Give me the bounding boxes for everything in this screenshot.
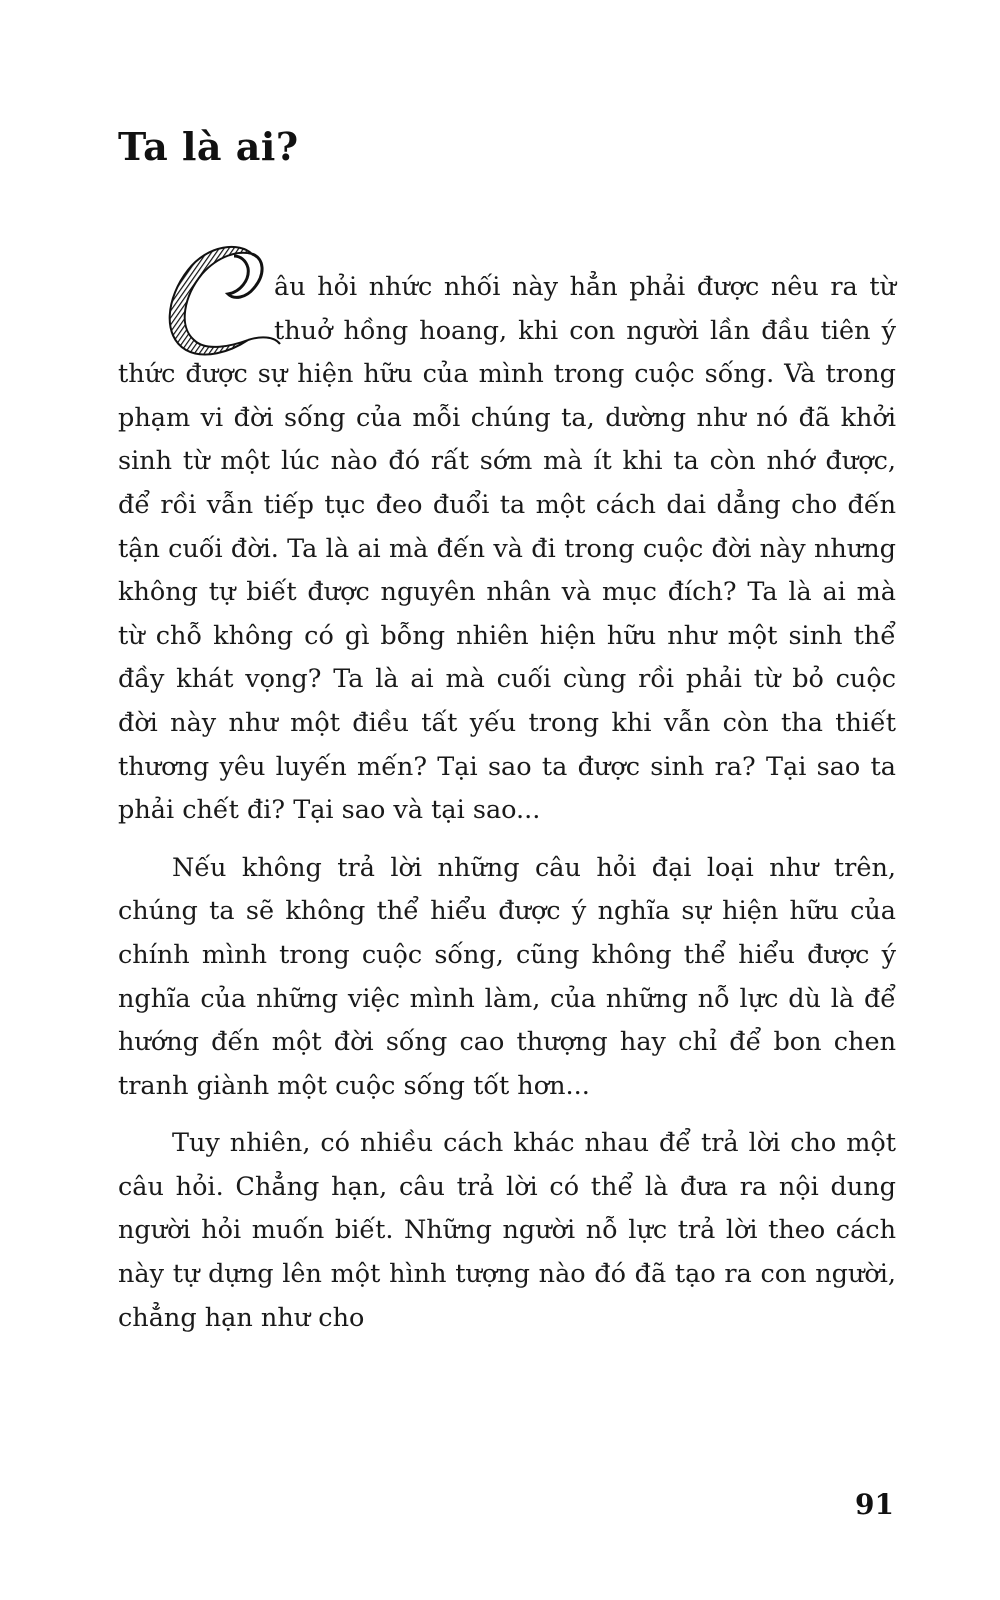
chapter-title: Ta là ai? [118,124,299,169]
paragraph-2: Nếu không trả lời những câu hỏi đại loại như trên, chúng ta sẽ không thể hiểu được ý nghĩa sự hiện hữu của chính mình trong cuộc sống, cũng không thể hiểu được ý nghĩa của những việc mình làm, của những nỗ lực dù là để hướng đến một đời sống cao thượng hay chỉ để bon chen tranh giành một cuộc sống tốt hơn... [118,852,896,1101]
page-number: 91 [855,1488,894,1521]
dropcap-c-ornament [156,240,276,364]
dropcap-letter: C [156,240,157,241]
paragraph-1 [118,240,896,833]
paragraph-3: Tuy nhiên, có nhiều cách khác nhau để trả lời cho một câu hỏi. Chẳng hạn, câu trả lời có thể là đưa ra nội dung người hỏi muốn biết. Những người nỗ lực trả lời theo cách này tự dựng lên một hình tượng nào đó đã tạo ra con người, chẳng hạn như cho [118,1128,896,1333]
paragraph-1-text: âu hỏi nhức nhối này hẳn phải được nêu ra từ thuở hồng hoang, khi con người lần đầu tiên ý thức được sự hiện hữu của mình trong cuộc sống. Và trong phạm vi đời sống của mỗi chúng ta, dường như nó đã khởi sinh từ một lúc nào đó rất sớm mà ít khi ta còn nhớ được, để rồi vẫn tiếp tục đeo đuổi ta một cách dai dẳng cho đến tận cuối đời. Ta là ai mà đến và đi trong cuộc đời này nhưng không tự biết được nguyên nhân và mục đích? Ta là ai mà từ chỗ không có gì bỗng nhiên hiện hữu như một sinh thể đầy khát vọng? Ta là ai mà cuối cùng rồi phải từ bỏ cuộc đời này như một điều tất yếu trong khi vẫn còn tha thiết thương yêu luyến mến? Tại sao ta được sinh ra? Tại sao ta phải chết đi? Tại sao và tại sao... [118,272,896,826]
dropcap [118,240,274,350]
body-text [118,240,896,1340]
